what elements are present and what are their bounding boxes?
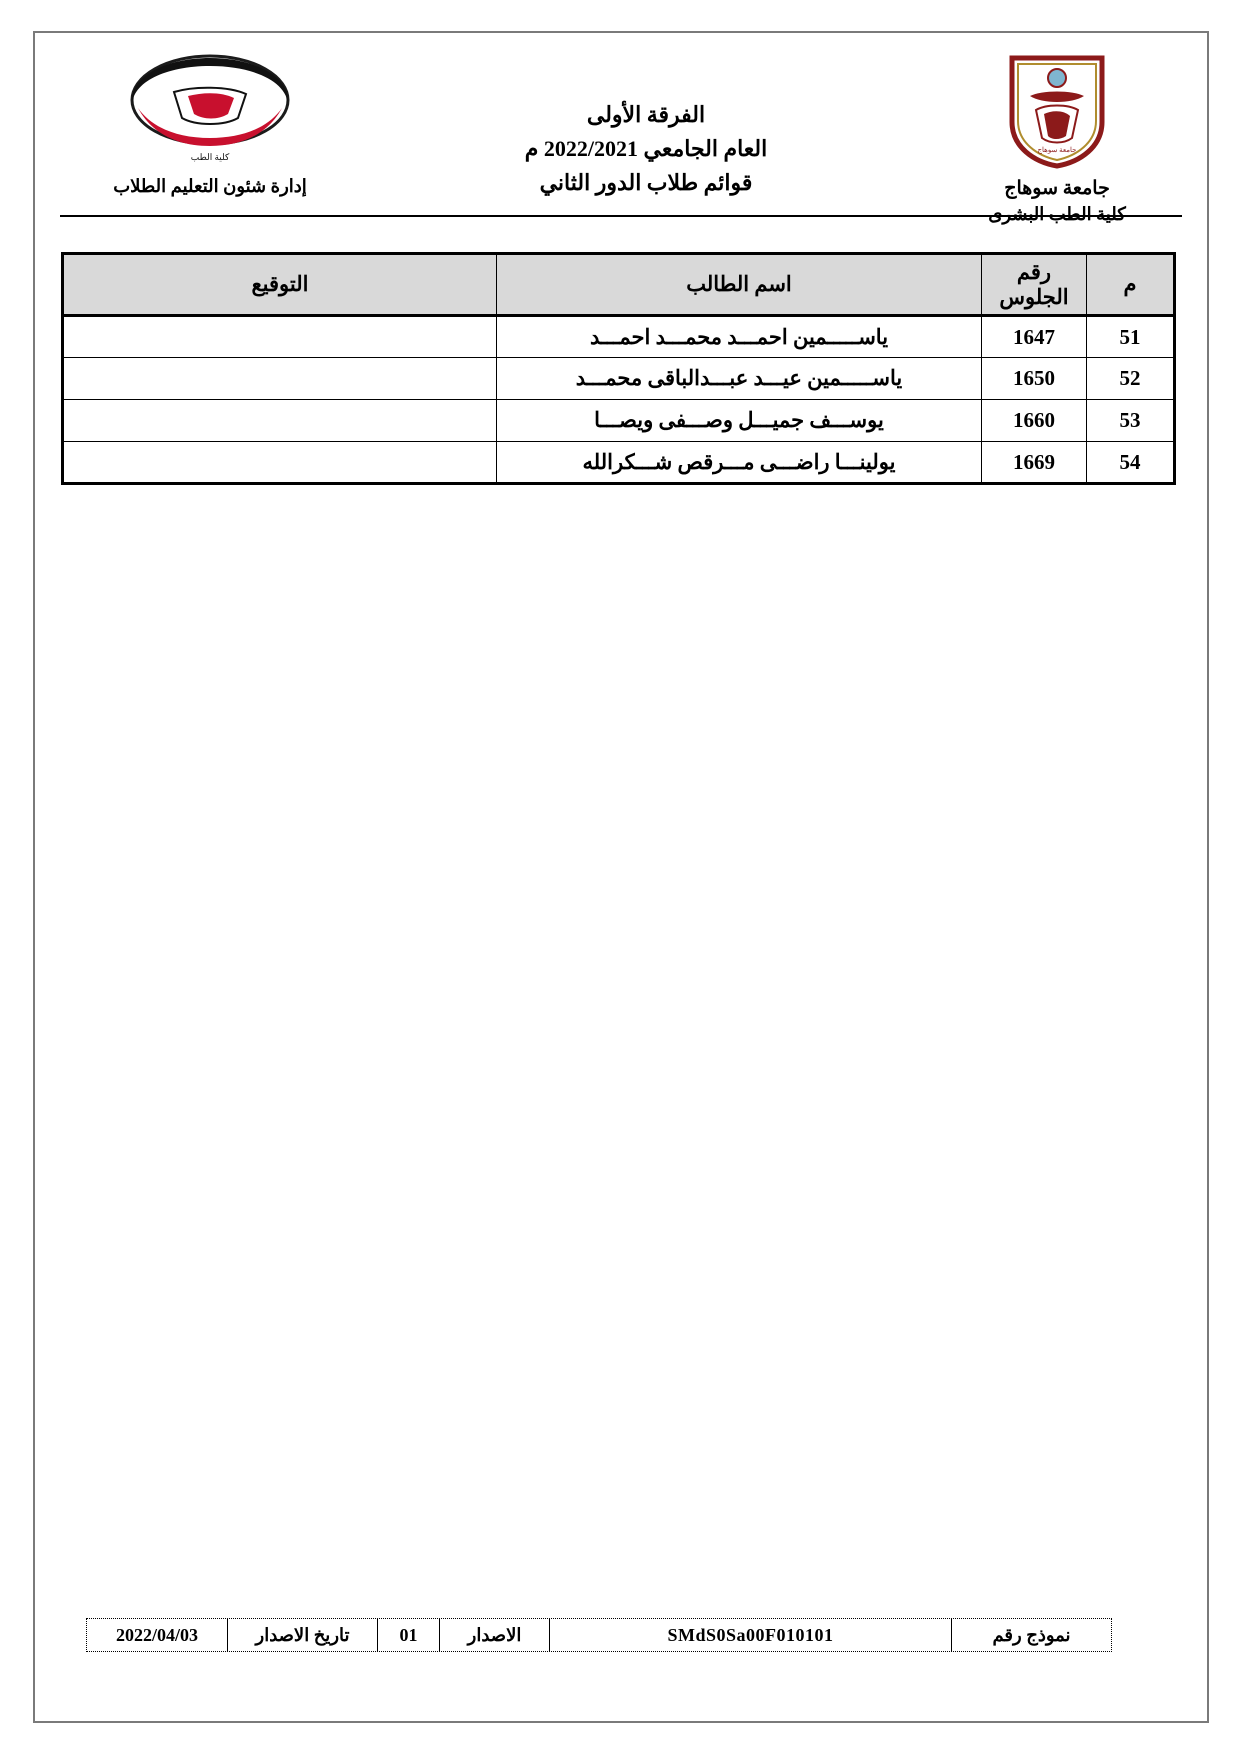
footer-model-label: نموذج رقم [951,1619,1111,1651]
cell-seq: 53 [1087,400,1175,442]
header-right-block [932,48,1182,226]
svg-text:جامعة سوهاج: جامعة سوهاج [1037,146,1077,154]
cell-student-name: ياســـــمين عيـــد عبـــدالباقى محمـــد [497,358,982,400]
table-row [63,442,1175,484]
cell-student-name: ياســـــمين احمـــد محمـــد احمـــد [497,316,982,358]
document-header [60,48,1182,224]
column-header-seat-number: رقم الجلوس [982,254,1087,316]
cell-seq: 54 [1087,442,1175,484]
cell-seat-number: 1650 [982,358,1087,400]
column-header-signature: التوقيع [63,254,497,316]
cell-signature[interactable] [63,442,497,484]
students-table [61,252,1176,485]
footer-date-value: 2022/04/03 [116,1624,199,1645]
university-name: جامعة سوهاج [1004,178,1110,199]
footer-date-label: تاريخ الاصدار [227,1619,377,1651]
page-title-line1: الفرقة الأولى [586,102,706,127]
column-header-student-name: اسم الطالب [497,254,982,316]
table-header-row [63,254,1175,316]
department-name: إدارة شئون التعليم الطلاب [113,176,307,196]
page-title-line3: قوائم طلاب الدور الثاني [539,170,753,196]
header-left-block [60,48,360,197]
footer-revision-label: الاصدار [439,1619,549,1651]
cell-seat-number: 1669 [982,442,1087,484]
page-title-line2: العام الجامعي 2022/2021 م [524,136,768,162]
header-title-block [360,48,932,200]
faculty-of-medicine-logo [118,48,303,166]
cell-seat-number: 1647 [982,316,1087,358]
footer-model-code: SMdS0Sa00F010101 [549,1619,951,1651]
table-row [63,400,1175,442]
faculty-name: كلية الطب البشرى [988,203,1126,224]
svg-text:كلية الطب: كلية الطب [190,152,229,162]
cell-seq: 52 [1087,358,1175,400]
sohag-university-logo [1002,52,1112,170]
document-footer [86,1618,1112,1652]
column-header-seq: م [1087,254,1175,316]
header-divider [60,215,1182,217]
cell-student-name: يولينـــا راضـــى مـــرقص شـــكرالله [497,442,982,484]
table-row [63,358,1175,400]
cell-signature[interactable] [63,316,497,358]
table-row [63,316,1175,358]
cell-student-name: يوســـف جميـــل وصـــفى ويصـــا [497,400,982,442]
cell-seq: 51 [1087,316,1175,358]
cell-signature[interactable] [63,400,497,442]
cell-signature[interactable] [63,358,497,400]
students-table-wrapper [64,252,1176,485]
footer-revision-value: 01 [377,1619,439,1651]
cell-seat-number: 1660 [982,400,1087,442]
